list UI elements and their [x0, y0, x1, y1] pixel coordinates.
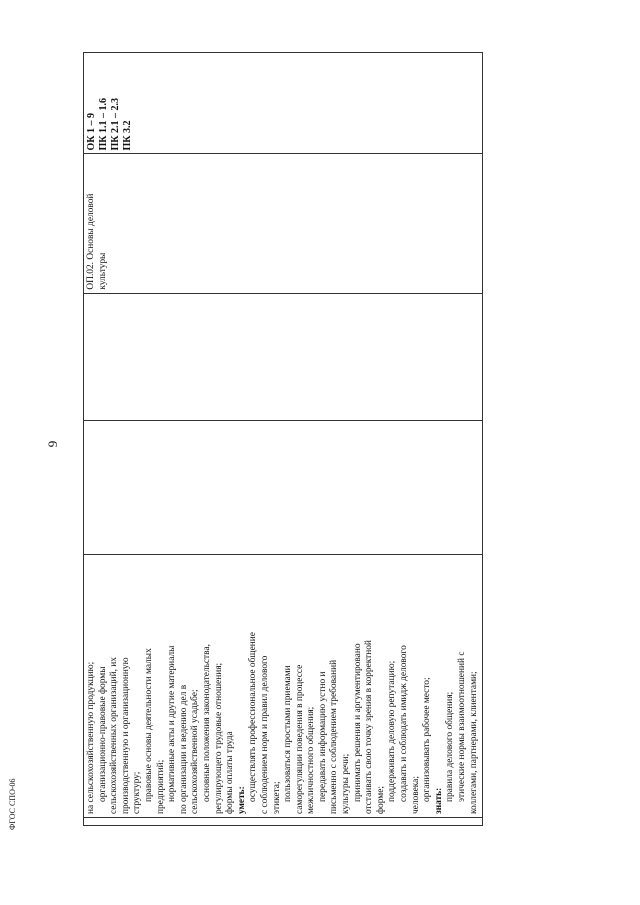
content-line: формы оплаты труда	[225, 731, 236, 815]
content-line: основные положения законодательства,	[201, 644, 212, 803]
content-line: поддерживать деловую репутацию;	[387, 660, 398, 803]
content-line: регулирующего трудовые отношения;	[213, 662, 224, 815]
content-line: этические нормы взаимоотношений с	[457, 651, 467, 803]
cell-hours-max	[84, 421, 483, 554]
standards-table	[83, 52, 483, 826]
content-line: отстаивать свою точку зрения в корректной	[364, 640, 375, 815]
umet-label: уметь:	[236, 786, 247, 815]
content-line: межличностного общения;	[306, 706, 317, 815]
cell-hours-class	[84, 293, 483, 421]
cell-index	[84, 818, 483, 826]
content-line: организационно-правовые формы	[97, 666, 108, 803]
content-line: осуществлять профессиональное общение	[248, 632, 259, 803]
content-block-1	[86, 558, 237, 814]
content-line: передавать информацию устно и	[317, 671, 328, 803]
content-block-3	[445, 558, 480, 814]
content-line: производственную и организационную	[120, 657, 131, 815]
znat-label: знать:	[433, 787, 444, 815]
content-line: сельскохозяйственной усадьбе;	[190, 689, 201, 815]
discipline-name: ОП.02. Основы деловой культуры	[86, 193, 108, 290]
content-line: пользоваться простыми приемами	[283, 665, 294, 803]
competence-code: ПК 1.1 – 1.6	[98, 97, 109, 151]
document-footer: ФГОС СПО-06	[8, 778, 17, 830]
page-number: 9	[45, 440, 60, 448]
content-line: правовые основы деятельности малых	[143, 648, 154, 803]
content-line: форме;	[375, 786, 386, 815]
cell-competences	[84, 53, 483, 155]
content-block-2	[248, 558, 434, 814]
content-line: правила делового общения;	[445, 691, 456, 803]
cell-content	[84, 554, 483, 817]
content-line: нормативные акты и другие материалы	[167, 645, 178, 803]
competence-code: ПК 3.2	[122, 120, 133, 151]
content-line: сельскохозяйственных организаций, их	[109, 657, 120, 815]
content-line: письменно с соблюдением требований	[329, 659, 340, 815]
content-line: организовывать рабочее место;	[422, 677, 433, 803]
content-line: по организации и ведению дел в	[178, 684, 189, 815]
table-row-top	[84, 53, 483, 826]
content-line: саморегуляции поведения в процессе	[294, 664, 305, 815]
content-line: коллегами, партнерами, клиентами;	[468, 671, 479, 815]
content-line: с соблюдением норм и правил делового	[259, 655, 270, 815]
competence-codes	[86, 56, 134, 151]
content-line: предприятий;	[155, 759, 166, 815]
content-line: принимать решения и аргументировано	[352, 643, 363, 803]
rotated-table-container	[83, 52, 479, 826]
cell-discipline	[84, 154, 483, 293]
content-line: культуры речи;	[341, 753, 352, 815]
competence-code: ОК 1 – 9	[86, 112, 97, 151]
competence-code: ПК 2.1 – 2.3	[110, 97, 121, 151]
content-line: человека;	[410, 776, 421, 815]
content-line: структуру;	[132, 771, 143, 815]
content-line: этикета;	[271, 781, 282, 815]
content-line: на сельскохозяйственную продукцию;	[86, 661, 96, 815]
content-line: создавать и соблюдать имидж делового	[399, 645, 410, 803]
